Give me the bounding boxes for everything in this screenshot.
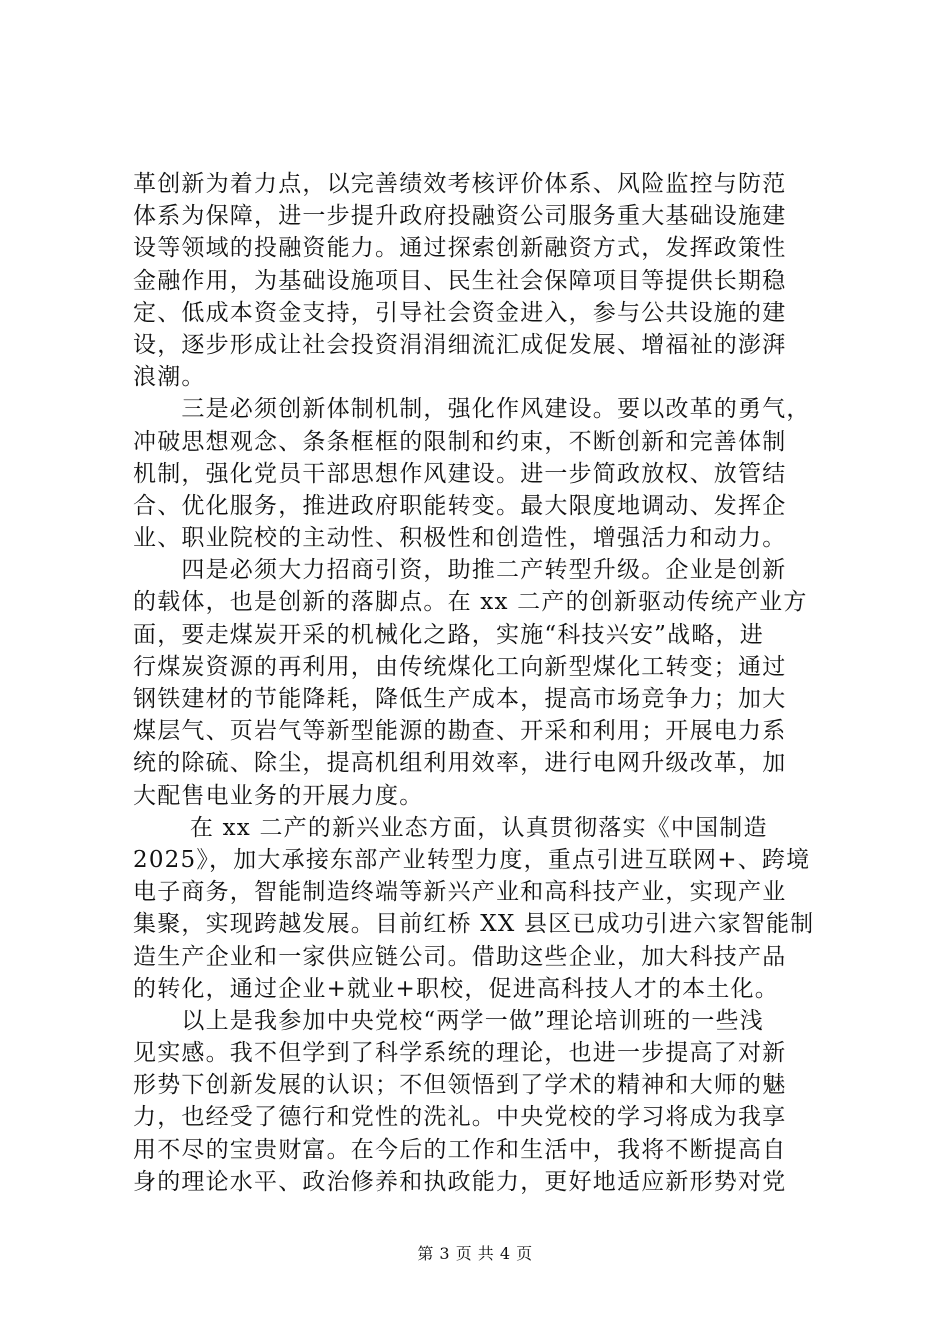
text-line: 身的理论水平、政治修养和执政能力，更好地适应新形势对党: [133, 1168, 787, 1195]
text-line: 见实感。我不但学到了科学系统的理论，也进一步提高了对新: [133, 1040, 787, 1067]
text-line: 2025》，加大承接东部产业转型力度，重点引进互联网+、跨境: [133, 846, 811, 873]
text-line: 的载体，也是创新的落脚点。在 xx 二产的创新驱动传统产业方: [133, 589, 808, 616]
text-line: 定、低成本资金支持，引导社会资金进入，参与公共设施的建: [133, 299, 787, 326]
text-line: 在 xx 二产的新兴业态方面，认真贯彻落实《中国制造: [133, 814, 768, 841]
text-line: 行煤炭资源的再利用，由传统煤化工向新型煤化工转变；通过: [133, 653, 787, 680]
text-line: 设，逐步形成让社会投资涓涓细流汇成促发展、增福祉的澎湃: [133, 331, 787, 358]
text-line: 集聚，实现跨越发展。目前红桥 XX 县区已成功引进六家智能制: [133, 911, 815, 938]
text-line: 钢铁建材的节能降耗，降低生产成本，提高市场竞争力；加大: [133, 686, 787, 712]
text-line: 以上是我参加中央党校“两学一做”理论培训班的一些浅: [133, 1007, 764, 1034]
document-body: [133, 168, 833, 1198]
text-line: 大配售电业务的开展力度。: [133, 782, 424, 809]
text-line: 用不尽的宝贵财富。在今后的工作和生活中，我将不断提高自: [133, 1136, 787, 1163]
page-number-footer: 第 3 页 共 4 页: [417, 1244, 533, 1263]
text-line: 革创新为着力点，以完善绩效考核评价体系、风险监控与防范: [133, 171, 787, 197]
text-line: 体系为保障，进一步提升政府投融资公司服务重大基础设施建: [133, 203, 787, 230]
text-line: 形势下创新发展的认识；不但领悟到了学术的精神和大师的魅: [133, 1072, 787, 1099]
text-line: 力，也经受了德行和党性的洗礼。中央党校的学习将成为我享: [133, 1104, 787, 1131]
text-line: 合、优化服务，推进政府职能转变。最大限度地调动、发挥企: [133, 492, 787, 519]
text-line: 统的除硫、除尘，提高机组利用效率，进行电网升级改革，加: [133, 750, 787, 777]
text-line: 煤层气、页岩气等新型能源的勘查、开采和利用；开展电力系: [133, 718, 787, 745]
text-line: 四是必须大力招商引资，助推二产转型升级。企业是创新: [133, 557, 787, 584]
text-line: 的转化，通过企业+就业+职校，促进高科技人才的本土化。: [133, 975, 779, 1002]
text-line: 业、职业院校的主动性、积极性和创造性，增强活力和动力。: [133, 525, 787, 552]
text-line: 浪潮。: [133, 364, 206, 391]
text-line: 三是必须创新体制机制，强化作风建设。要以改革的勇气，: [133, 396, 811, 423]
text-line: 设等领域的投融资能力。通过探索创新融资方式，发挥政策性: [133, 235, 787, 262]
text-line: 电子商务，智能制造终端等新兴产业和高科技产业，实现产业: [133, 879, 787, 906]
text-line: 冲破思想观念、条条框框的限制和约束，不断创新和完善体制: [133, 428, 787, 455]
text-line: 金融作用，为基础设施项目、民生社会保障项目等提供长期稳: [133, 267, 787, 294]
text-line: 机制，强化党员干部思想作风建设。进一步简政放权、放管结: [133, 460, 787, 487]
text-line: 面，要走煤炭开采的机械化之路，实施“科技兴安”战略，进: [133, 621, 764, 648]
text-line: 造生产企业和一家供应链公司。借助这些企业，加大科技产品: [133, 943, 787, 970]
